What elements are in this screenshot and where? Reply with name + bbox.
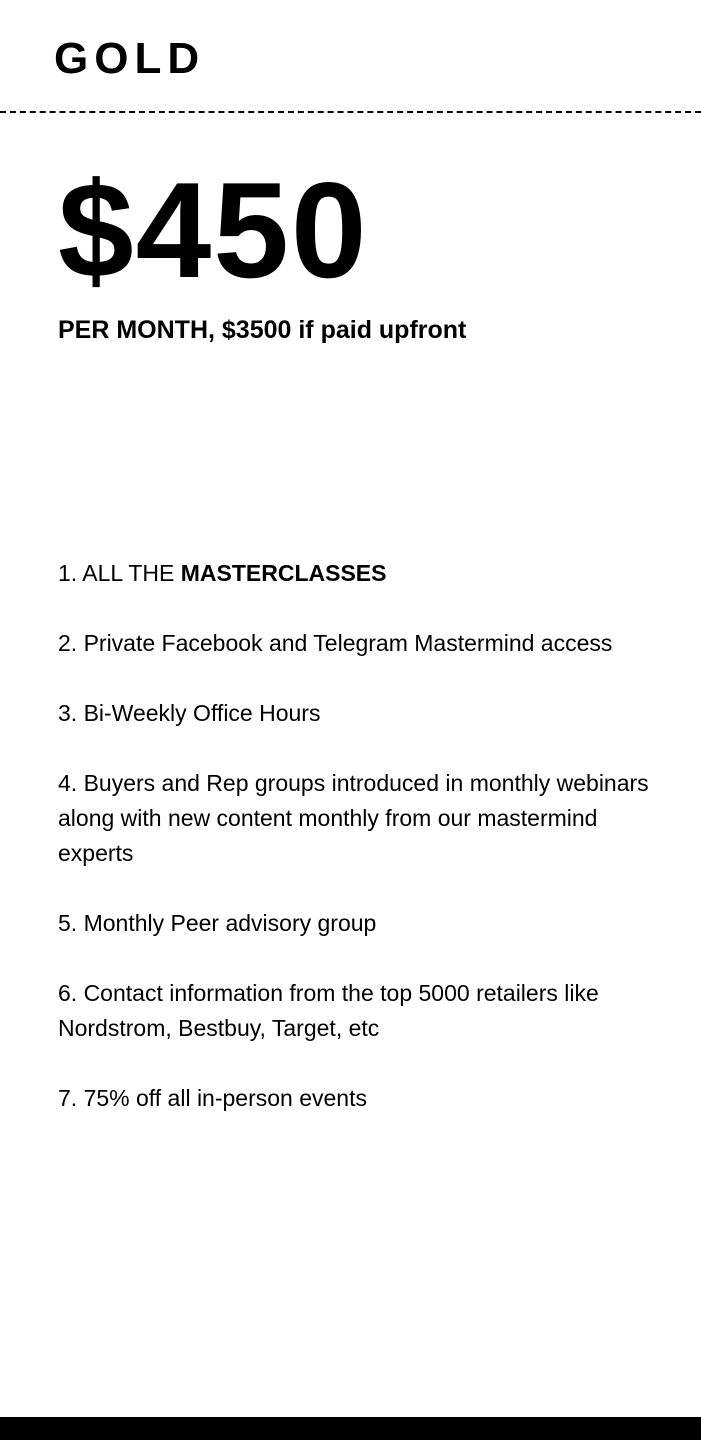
feature-item: 7. 75% off all in-person events — [58, 1085, 367, 1111]
feature-prefix: 1. ALL THE — [58, 560, 181, 586]
price-note: PER MONTH, $3500 if paid upfront — [58, 316, 467, 344]
plan-title: GOLD — [54, 34, 206, 83]
dashed-divider — [0, 111, 701, 113]
feature-item: 5. Monthly Peer advisory group — [58, 910, 377, 936]
feature-item: 4. Buyers and Rep groups introduced in monthly webinars along with new content monthly from our mastermind experts — [58, 770, 649, 866]
feature-item — [58, 556, 658, 591]
footer-bar — [0, 1417, 701, 1440]
feature-item: 3. Bi-Weekly Office Hours — [58, 700, 321, 726]
feature-list — [58, 556, 658, 1151]
plan-price: $450 — [58, 154, 369, 306]
feature-item: 2. Private Facebook and Telegram Mastermind access — [58, 630, 613, 656]
feature-item: 6. Contact information from the top 5000 retailers like Nordstrom, Bestbuy, Target, etc — [58, 980, 599, 1041]
feature-emphasis: MASTERCLASSES — [180, 560, 387, 586]
